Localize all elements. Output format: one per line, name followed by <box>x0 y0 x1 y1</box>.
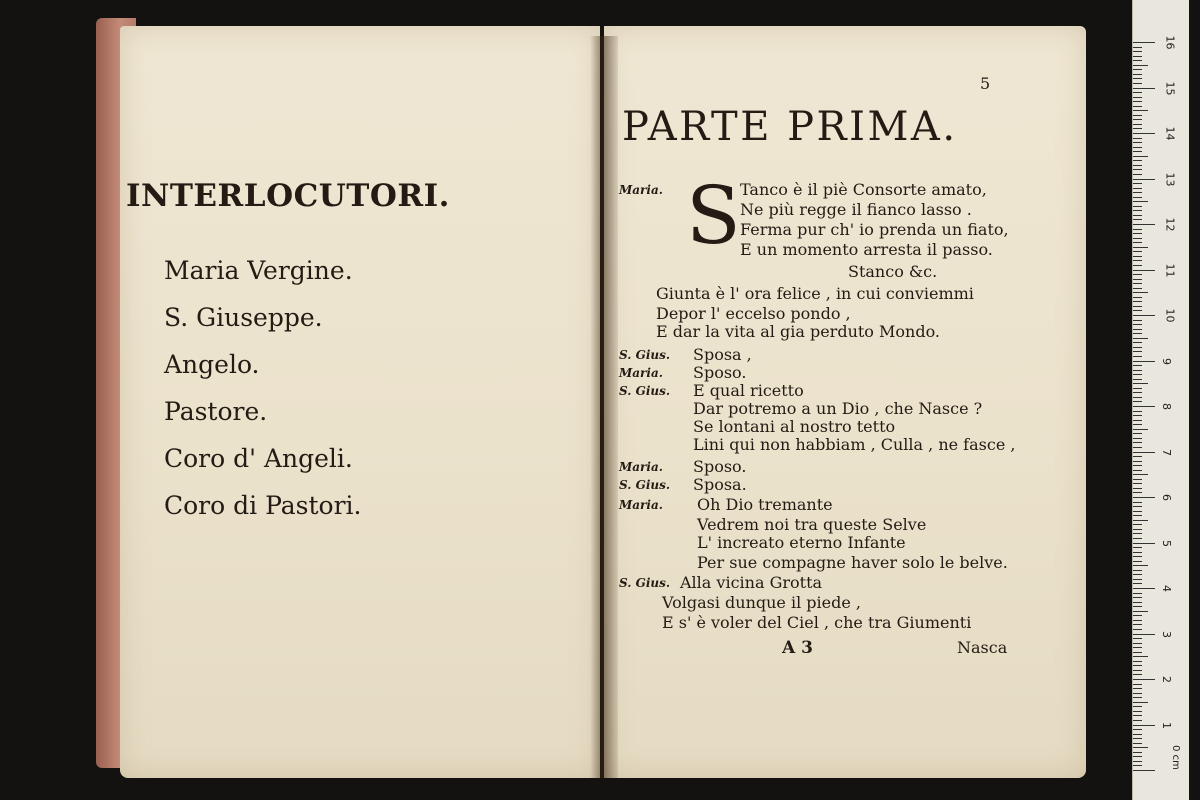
page-number: 5 <box>980 74 991 93</box>
ruler-tick <box>1133 456 1142 457</box>
ruler-tick <box>1133 383 1148 384</box>
ruler-tick <box>1133 251 1142 252</box>
libretto-line: Sposo. <box>693 363 747 382</box>
ruler-tick <box>1133 674 1142 675</box>
ruler-tick <box>1133 588 1155 589</box>
libretto-line: E qual ricetto <box>693 381 804 400</box>
cast-list <box>164 255 362 537</box>
cast-item: Coro d' Angeli. <box>164 444 353 473</box>
ruler-tick <box>1133 502 1142 503</box>
ruler-tick <box>1133 283 1142 284</box>
ruler-tick <box>1133 593 1142 594</box>
ruler-tick <box>1133 315 1155 316</box>
ruler-tick <box>1133 229 1142 230</box>
ruler-tick <box>1133 529 1142 530</box>
catchword: Nasca <box>957 638 1008 657</box>
ruler-number: 1 <box>1160 721 1173 729</box>
ruler-tick <box>1133 297 1142 298</box>
libretto-line: Se lontani al nostro tetto <box>693 417 896 436</box>
ruler-tick <box>1133 224 1155 225</box>
ruler-number: 5 <box>1160 539 1173 547</box>
ruler-number: 7 <box>1160 448 1173 456</box>
ruler-tick <box>1133 579 1142 580</box>
ruler-tick <box>1133 570 1142 571</box>
ruler-tick <box>1133 106 1142 107</box>
ruler-tick <box>1133 638 1142 639</box>
ruler-tick <box>1133 561 1142 562</box>
ruler-tick <box>1133 424 1142 425</box>
ruler-tick <box>1133 693 1142 694</box>
ruler-tick <box>1133 702 1148 703</box>
ruler-tick <box>1133 151 1142 152</box>
ruler-tick <box>1133 415 1142 416</box>
ruler-tick <box>1133 179 1155 180</box>
ruler-tick <box>1133 492 1142 493</box>
ruler-tick <box>1133 734 1142 735</box>
libretto-line: Alla vicina Grotta <box>680 573 823 592</box>
ruler-tick <box>1133 543 1155 544</box>
libretto-line: Giunta è l' ora felice , in cui conviemmi <box>656 284 974 303</box>
ruler-tick <box>1133 306 1142 307</box>
ruler-tick <box>1133 706 1142 707</box>
ruler-tick <box>1133 488 1142 489</box>
ruler-tick <box>1133 688 1142 689</box>
ruler-tick <box>1133 756 1142 757</box>
ruler-tick <box>1133 270 1155 271</box>
ruler-tick <box>1133 83 1142 84</box>
ruler-tick <box>1133 320 1142 321</box>
cast-item: Maria Vergine. <box>164 256 353 285</box>
ruler-tick <box>1133 310 1142 311</box>
ruler-tick <box>1133 752 1142 753</box>
ruler-tick <box>1133 729 1142 730</box>
ruler-tick <box>1133 470 1142 471</box>
ruler-tick <box>1133 611 1148 612</box>
right-page-heading: PARTE PRIMA. <box>622 104 958 150</box>
measuring-ruler <box>1132 0 1189 800</box>
libretto-line: Sposa. <box>693 475 747 494</box>
libretto-line: Sposo. <box>693 457 747 476</box>
ruler-tick <box>1133 765 1142 766</box>
ruler-tick <box>1133 260 1142 261</box>
ruler-tick <box>1133 101 1142 102</box>
ruler-tick <box>1133 429 1148 430</box>
ruler-tick <box>1133 533 1142 534</box>
libretto-line: Stanco &c. <box>848 262 938 281</box>
ruler-tick <box>1133 206 1142 207</box>
ruler-tick <box>1133 156 1148 157</box>
libretto-line: E un momento arresta il passo. <box>740 240 993 259</box>
ruler-tick <box>1133 356 1142 357</box>
libretto-line: Volgasi dunque il piede , <box>662 593 862 612</box>
ruler-tick <box>1133 606 1142 607</box>
ruler-tick <box>1133 479 1142 480</box>
ruler-tick <box>1133 747 1148 748</box>
ruler-tick <box>1133 433 1142 434</box>
left-page-heading: INTERLOCUTORI. <box>126 178 450 214</box>
ruler-tick <box>1133 661 1142 662</box>
ruler-tick <box>1133 515 1142 516</box>
ruler-tick <box>1133 56 1142 57</box>
libretto-line: Tanco è il piè Consorte amato, <box>740 180 987 199</box>
ruler-number: 2 <box>1160 676 1173 683</box>
ruler-tick <box>1133 524 1142 525</box>
ruler-tick <box>1133 547 1142 548</box>
ruler-number: 10 <box>1163 308 1177 323</box>
ruler-number: 11 <box>1163 263 1177 277</box>
ruler-tick <box>1133 233 1142 234</box>
ruler-tick <box>1133 288 1142 289</box>
ruler-tick <box>1133 347 1142 348</box>
ruler-tick <box>1133 583 1142 584</box>
ruler-tick <box>1133 265 1142 266</box>
ruler-tick <box>1133 511 1142 512</box>
ruler-number: 12 <box>1163 217 1177 232</box>
ruler-tick <box>1133 338 1148 339</box>
ruler-tick <box>1133 597 1142 598</box>
ruler-number: 13 <box>1163 172 1177 186</box>
ruler-tick <box>1133 647 1142 648</box>
ruler-tick <box>1133 138 1142 139</box>
ruler-tick <box>1133 115 1142 116</box>
ruler-tick <box>1133 761 1142 762</box>
ruler-tick <box>1133 442 1142 443</box>
speaker-label: Maria. <box>619 366 663 380</box>
ruler-tick <box>1133 743 1142 744</box>
speaker-label: S. Gius. <box>619 478 671 492</box>
ruler-tick <box>1133 361 1155 362</box>
ruler-tick <box>1133 301 1142 302</box>
ruler-tick <box>1133 160 1142 161</box>
ruler-tick <box>1133 215 1142 216</box>
ruler-tick <box>1133 447 1142 448</box>
ruler-tick <box>1133 725 1155 726</box>
signature-mark: A 3 <box>782 638 813 658</box>
ruler-number: 14 <box>1163 126 1177 141</box>
ruler-tick <box>1133 679 1155 680</box>
ruler-tick <box>1133 142 1142 143</box>
ruler-tick <box>1133 119 1142 120</box>
ruler-tick <box>1133 483 1142 484</box>
ruler-tick <box>1133 192 1142 193</box>
ruler-tick <box>1133 474 1148 475</box>
ruler-tick <box>1133 342 1142 343</box>
libretto-line: Depor l' eccelso pondo , <box>656 304 851 323</box>
ruler-tick <box>1133 656 1148 657</box>
ruler-tick <box>1133 197 1142 198</box>
ruler-tick <box>1133 201 1148 202</box>
ruler-number: 3 <box>1160 630 1173 638</box>
ruler-tick <box>1133 406 1155 407</box>
ruler-tick <box>1133 374 1142 375</box>
ruler-tick <box>1133 388 1142 389</box>
ruler-number: 6 <box>1160 494 1173 501</box>
ruler-tick <box>1133 51 1142 52</box>
ruler-tick <box>1133 697 1142 698</box>
speaker-label: Maria. <box>619 498 663 512</box>
ruler-tick <box>1133 60 1142 61</box>
ruler-number: 4 <box>1160 585 1173 592</box>
ruler-tick <box>1133 465 1142 466</box>
ruler-tick <box>1133 520 1148 521</box>
ruler-tick <box>1133 97 1142 98</box>
ruler-tick <box>1133 615 1142 616</box>
ruler-tick <box>1133 538 1142 539</box>
drop-cap: S <box>686 169 741 262</box>
ruler-tick <box>1133 634 1155 635</box>
libretto-line: Vedrem noi tra queste Selve <box>697 515 927 534</box>
ruler-tick <box>1133 292 1148 293</box>
ruler-tick <box>1133 110 1148 111</box>
ruler-tick <box>1133 279 1142 280</box>
ruler-tick <box>1133 397 1142 398</box>
libretto-line: Ferma pur ch' io prenda un fiato, <box>740 220 1009 239</box>
libretto-line: E s' è voler del Ciel , che tra Giumenti <box>662 613 972 632</box>
ruler-tick <box>1133 420 1142 421</box>
libretto-line: Ne più regge il fianco lasso . <box>740 200 972 219</box>
ruler-tick <box>1133 329 1142 330</box>
ruler-tick <box>1133 247 1148 248</box>
ruler-tick <box>1133 392 1142 393</box>
ruler-tick <box>1133 565 1148 566</box>
ruler-tick <box>1133 74 1142 75</box>
ruler-number: 8 <box>1160 403 1173 410</box>
ruler-tick <box>1133 92 1142 93</box>
ruler-tick <box>1133 169 1142 170</box>
ruler-tick <box>1133 711 1142 712</box>
libretto-line: Per sue compagne haver solo le belve. <box>697 553 1008 572</box>
book-gutter <box>590 36 618 778</box>
libretto-line: Sposa , <box>693 345 752 364</box>
speaker-label: S. Gius. <box>619 384 671 398</box>
ruler-tick <box>1133 65 1148 66</box>
ruler-tick <box>1133 401 1142 402</box>
ruler-tick <box>1133 238 1142 239</box>
ruler-tick <box>1133 183 1142 184</box>
libretto-line: Dar potremo a un Dio , che Nasce ? <box>693 399 983 418</box>
ruler-tick <box>1133 770 1155 771</box>
cast-item: Pastore. <box>164 397 268 426</box>
speaker-label: S. Gius. <box>619 576 671 590</box>
ruler-tick <box>1133 219 1142 220</box>
ruler-tick <box>1133 497 1155 498</box>
ruler-tick <box>1133 684 1142 685</box>
ruler-number: 16 <box>1163 35 1177 50</box>
ruler-tick <box>1133 665 1142 666</box>
libretto-line: Oh Dio tremante <box>697 495 833 514</box>
ruler-tick <box>1133 624 1142 625</box>
ruler-tick <box>1133 133 1155 134</box>
ruler-tick <box>1133 552 1142 553</box>
ruler-tick <box>1133 602 1142 603</box>
ruler-tick <box>1133 629 1142 630</box>
ruler-tick <box>1133 165 1142 166</box>
cast-item: S. Giuseppe. <box>164 303 323 332</box>
libretto-line: E dar la vita al gia perduto Mondo. <box>656 322 941 341</box>
ruler-tick <box>1133 174 1142 175</box>
ruler-tick <box>1133 652 1142 653</box>
ruler-tick <box>1133 452 1155 453</box>
ruler-tick <box>1133 506 1142 507</box>
ruler-tick <box>1133 411 1142 412</box>
ruler-tick <box>1133 379 1142 380</box>
ruler-tick <box>1133 461 1142 462</box>
speaker-label: Maria. <box>619 460 663 474</box>
ruler-tick <box>1133 242 1142 243</box>
ruler-tick <box>1133 210 1142 211</box>
ruler-tick <box>1133 556 1142 557</box>
ruler-tick <box>1133 42 1155 43</box>
ruler-tick <box>1133 124 1142 125</box>
cast-item: Coro di Pastori. <box>164 491 362 520</box>
ruler-tick <box>1133 351 1142 352</box>
ruler-number: 15 <box>1163 81 1177 95</box>
ruler-tick <box>1133 324 1142 325</box>
ruler-tick <box>1133 274 1142 275</box>
ruler-tick <box>1133 333 1142 334</box>
ruler-tick <box>1133 574 1142 575</box>
ruler-tick <box>1133 128 1142 129</box>
ruler-tick <box>1133 715 1142 716</box>
ruler-tick <box>1133 738 1142 739</box>
cast-item: Angelo. <box>164 350 260 379</box>
libretto-line: Lini qui non habbiam , Culla , ne fasce , <box>693 435 1016 454</box>
ruler-tick <box>1133 256 1142 257</box>
speaker-label: S. Gius. <box>619 348 671 362</box>
ruler-tick <box>1133 78 1142 79</box>
ruler-tick <box>1133 47 1142 48</box>
ruler-number: 9 <box>1160 357 1173 365</box>
ruler-tick <box>1133 147 1142 148</box>
ruler-tick <box>1133 720 1142 721</box>
ruler-unit-label: 0 cm <box>1169 745 1181 770</box>
ruler-tick <box>1133 365 1142 366</box>
ruler-tick <box>1133 69 1142 70</box>
speaker-label: Maria. <box>619 183 663 197</box>
ruler-tick <box>1133 643 1142 644</box>
ruler-tick <box>1133 670 1142 671</box>
ruler-tick <box>1133 438 1142 439</box>
ruler-tick <box>1133 188 1142 189</box>
ruler-tick <box>1133 370 1142 371</box>
ruler-tick <box>1133 620 1142 621</box>
ruler-tick <box>1133 88 1155 89</box>
libretto-line: L' increato eterno Infante <box>697 533 906 552</box>
